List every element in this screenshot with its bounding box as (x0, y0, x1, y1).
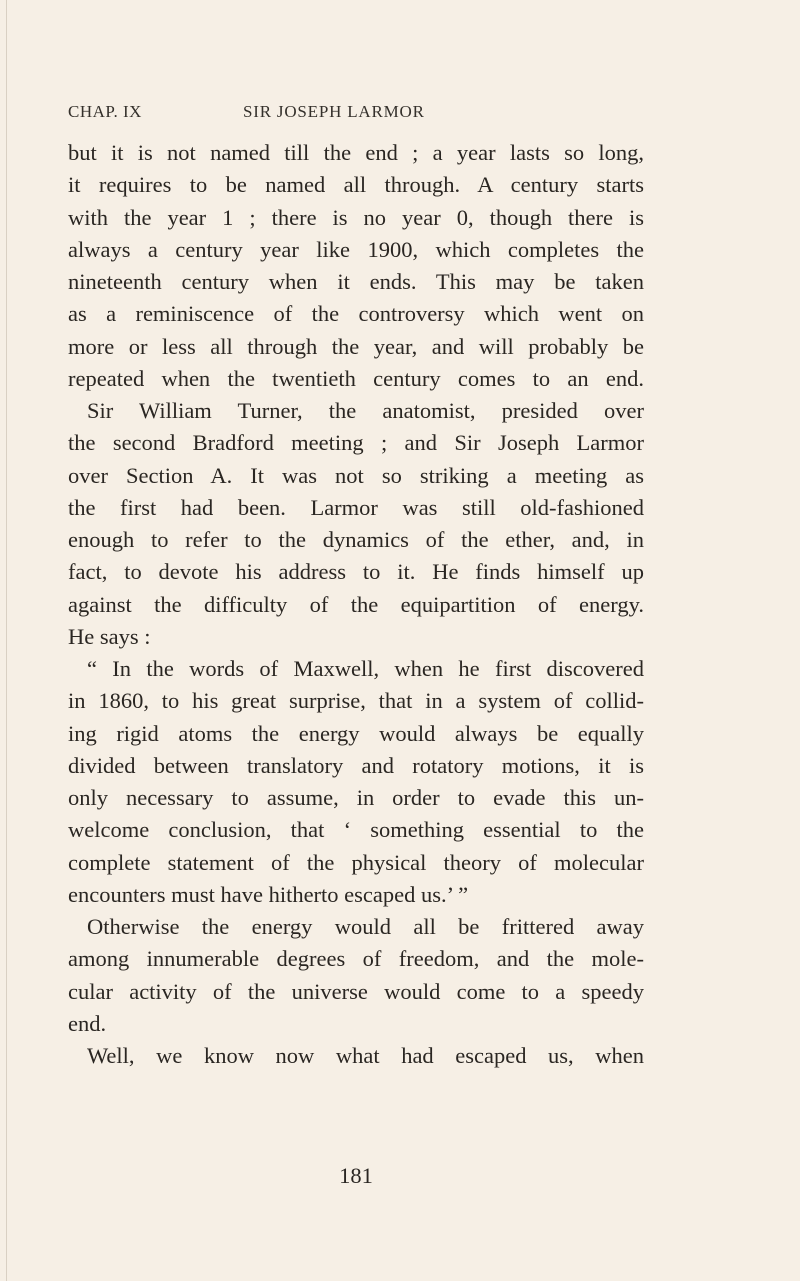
text-line: as a reminiscence of the controversy which went on (68, 301, 644, 327)
text-line: He says : (68, 623, 151, 649)
text-line: among innumerable degrees of freedom, and the mole- (68, 946, 644, 972)
quote-line: in 1860, to his great surprise, that in a system of collid- (68, 688, 644, 714)
text-line: the second Bradford meeting ; and Sir Joseph Larmor (68, 430, 644, 456)
text-line: Well, we know now what had escaped us, when (87, 1043, 644, 1068)
body-text (68, 137, 644, 1072)
running-head (68, 102, 658, 130)
quote-line: welcome conclusion, that ‘ something essential to the (68, 817, 644, 843)
text-line: the first had been. Larmor was still old-fashioned (68, 494, 644, 520)
quote-line: ing rigid atoms the energy would always be equally (68, 720, 644, 746)
text-line: Otherwise the energy would all be frittered away (87, 914, 644, 939)
text-line: nineteenth century when it ends. This may be taken (68, 269, 644, 294)
text-line: against the difficulty of the equipartition of energy. (68, 591, 644, 617)
text-line: fact, to devote his address to it. He finds himself up (68, 559, 644, 585)
page-edge (6, 0, 7, 1281)
chapter-label: CHAP. IX (68, 102, 142, 121)
text-line: enough to refer to the dynamics of the ether, and, in (68, 527, 644, 552)
text-line: with the year 1 ; there is no year 0, though there is (68, 204, 644, 230)
running-title: SIR JOSEPH LARMOR (243, 102, 425, 121)
text-line: end. (68, 1010, 107, 1036)
quote-line: encounters must have hitherto escaped us.’ ” (68, 881, 469, 907)
text-line: it requires to be named all through. A century starts (68, 172, 644, 198)
text-line: more or less all through the year, and will probably be (68, 333, 644, 359)
text-line: over Section A. It was not so striking a meeting as (68, 462, 644, 488)
text-line: Sir William Turner, the anatomist, presided over (87, 398, 644, 423)
quote-line: “ In the words of Maxwell, when he first discovered (87, 656, 644, 681)
text-line: repeated when the twentieth century comes to an end. (68, 365, 644, 391)
text-line: always a century year like 1900, which completes the (68, 236, 644, 262)
text-line: but it is not named till the end ; a year lasts so long, (68, 140, 644, 165)
quote-line: only necessary to assume, in order to evade this un- (68, 785, 644, 810)
quote-line: complete statement of the physical theory of molecular (68, 849, 644, 875)
text-line: cular activity of the universe would come to a speedy (68, 978, 644, 1004)
quote-line: divided between translatory and rotatory motions, it is (68, 752, 644, 778)
page-number: 181 (339, 1163, 373, 1188)
